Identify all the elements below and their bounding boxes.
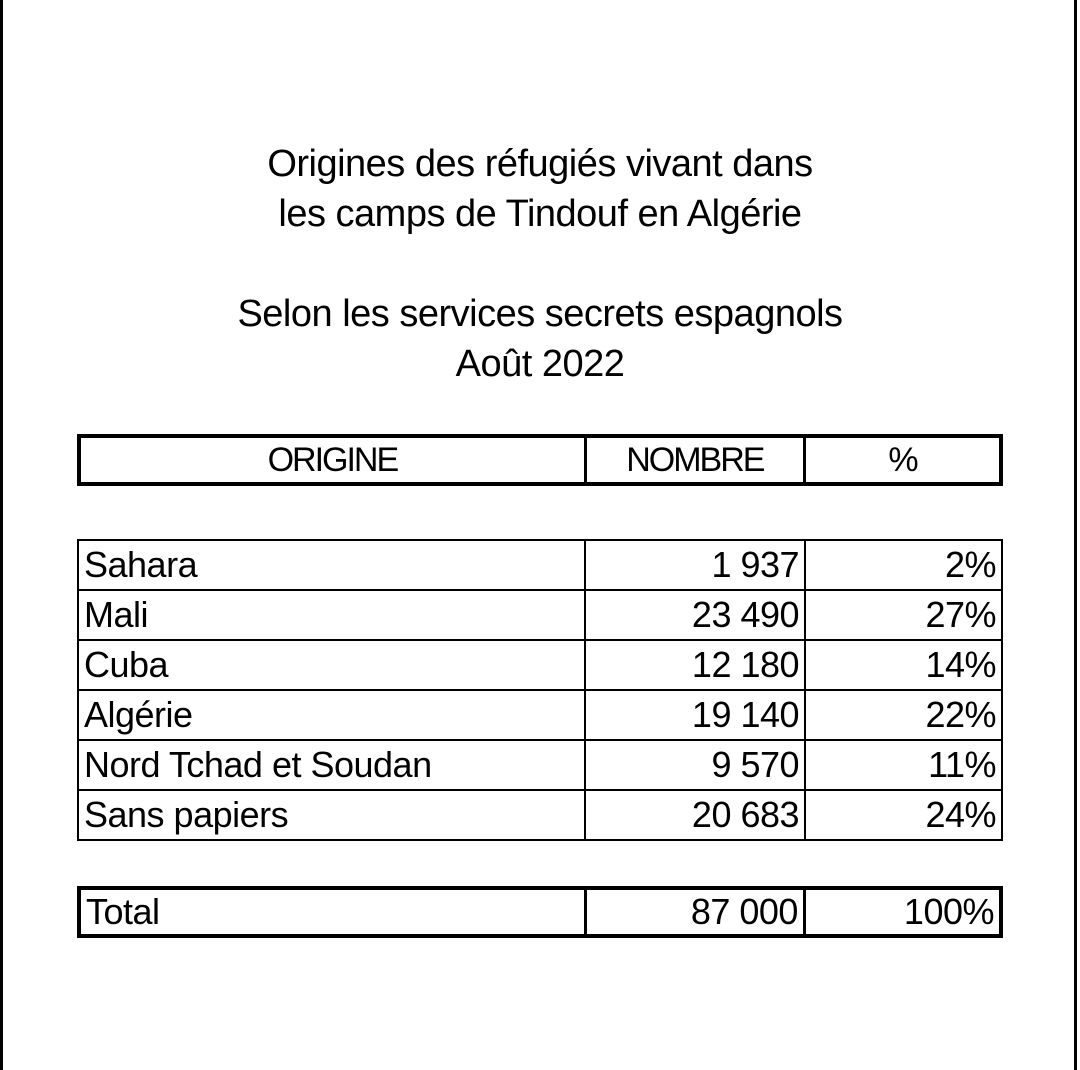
table-row	[78, 740, 1002, 790]
table-row	[78, 540, 1002, 590]
subtitle-line-2: Août 2022	[455, 343, 625, 385]
cell-origine: Algérie	[78, 690, 585, 740]
header-row	[79, 436, 1001, 484]
cell-nombre: 19 140	[585, 690, 805, 740]
title-line-1: Origines des réfugiés vivant dans	[267, 143, 813, 185]
cell-pct: 22%	[805, 690, 1002, 740]
header-pct: %	[804, 436, 1001, 484]
cell-origine: Sahara	[78, 540, 585, 590]
header-nombre: NOMBRE	[585, 436, 804, 484]
total-table	[77, 886, 1003, 938]
header-table	[77, 434, 1003, 486]
table-row	[78, 690, 1002, 740]
total-label: Total	[86, 891, 160, 932]
cell-nombre: 1 937	[585, 540, 805, 590]
cell-origine: Mali	[78, 590, 585, 640]
cell-nombre: 23 490	[585, 590, 805, 640]
cell-nombre: 12 180	[585, 640, 805, 690]
table-row	[78, 790, 1002, 840]
data-table	[77, 539, 1003, 841]
cell-origine: Cuba	[78, 640, 585, 690]
table-row	[78, 640, 1002, 690]
cell-pct: 14%	[805, 640, 1002, 690]
header-origine: ORIGINE	[267, 441, 398, 479]
total-row	[79, 888, 1001, 936]
title-line-2: les camps de Tindouf en Algérie	[278, 193, 802, 235]
cell-pct: 27%	[805, 590, 1002, 640]
cell-origine: Nord Tchad et Soudan	[78, 740, 585, 790]
table-row	[78, 590, 1002, 640]
cell-pct: 24%	[805, 790, 1002, 840]
total-pct: 100%	[804, 888, 1001, 936]
cell-origine: Sans papiers	[78, 790, 585, 840]
cell-nombre: 9 570	[585, 740, 805, 790]
cell-pct: 2%	[805, 540, 1002, 590]
subtitle-line-1: Selon les services secrets espagnols	[237, 293, 843, 335]
cell-pct: 11%	[805, 740, 1002, 790]
total-nombre: 87 000	[585, 888, 804, 936]
cell-nombre: 20 683	[585, 790, 805, 840]
